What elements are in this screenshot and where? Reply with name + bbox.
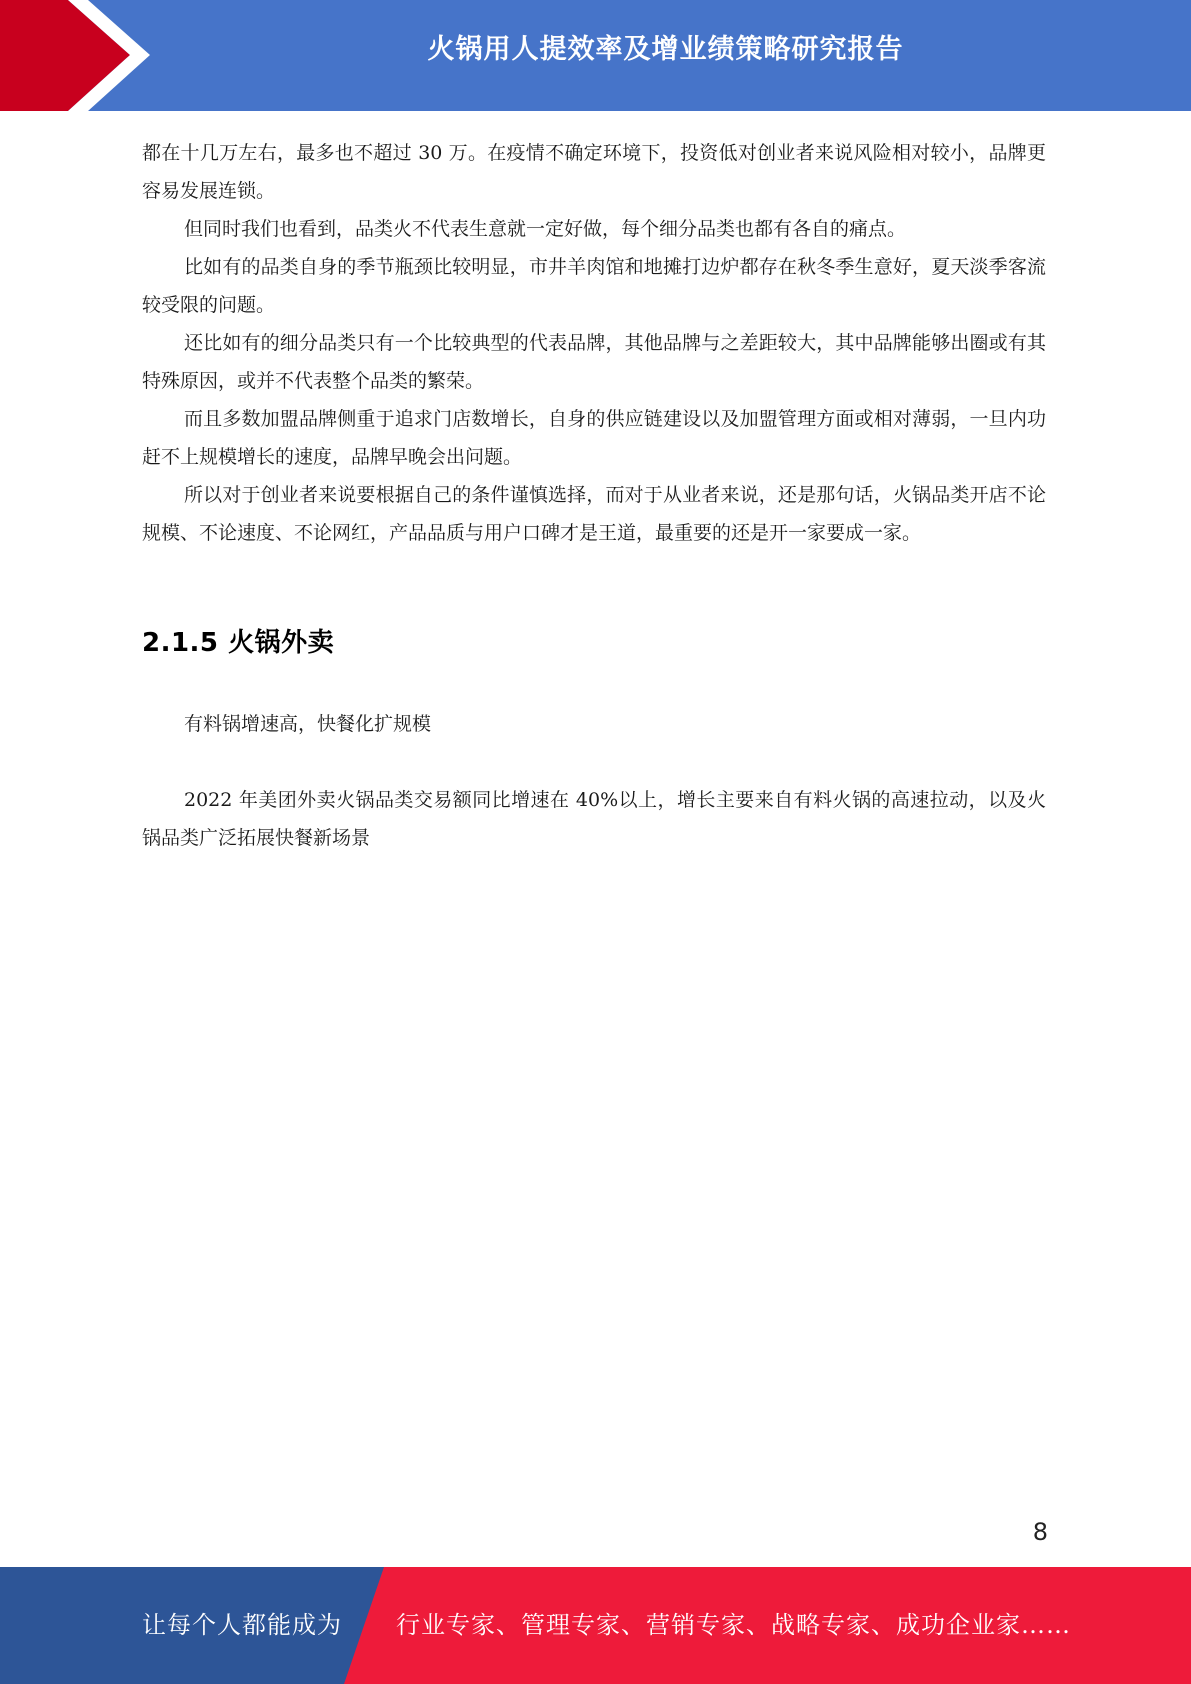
section-subtitle: 有料锅增速高，快餐化扩规模 [184, 713, 432, 735]
page-header [0, 0, 1191, 111]
page-footer [0, 1567, 1191, 1684]
section-heading: 2.1.5 火锅外卖 [142, 628, 335, 658]
paragraph: 而且多数加盟品牌侧重于追求门店数增长，自身的供应链建设以及加盟管理方面或相对薄弱，一旦内功赶不上规模增长的速度，品牌早晚会出问题。 [142, 408, 1046, 468]
section-paragraph: 2022 年美团外卖火锅品类交易额同比增速在 40%以上，增长主要来自有料火锅的高速拉动，以及火锅品类广泛拓展快餐新场景 [142, 789, 1046, 849]
footer-slogan-left: 让每个人都能成为 [142, 1611, 342, 1639]
paragraph: 但同时我们也看到，品类火不代表生意就一定好做，每个细分品类也都有各自的痛点。 [184, 218, 907, 240]
body-content [142, 134, 1046, 552]
paragraph: 所以对于创业者来说要根据自己的条件谨慎选择，而对于从业者来说，还是那句话，火锅品类开店不论规模、不论速度、不论网红，产品品质与用户口碑才是王道，最重要的还是开一家要成一家。 [142, 484, 1046, 544]
paragraph: 比如有的品类自身的季节瓶颈比较明显，市井羊肉馆和地摊打边炉都存在秋冬季生意好，夏天淡季客流较受限的问题。 [142, 256, 1046, 316]
header-title: 火锅用人提效率及增业绩策略研究报告 [427, 34, 904, 65]
paragraph: 还比如有的细分品类只有一个比较典型的代表品牌，其他品牌与之差距较大，其中品牌能够出圈或有其特殊原因，或并不代表整个品类的繁荣。 [142, 332, 1046, 392]
footer-slogan-right: 行业专家、管理专家、营销专家、战略专家、成功企业家…… [396, 1611, 1071, 1639]
paragraph: 都在十几万左右，最多也不超过 30 万。在疫情不确定环境下，投资低对创业者来说风险相对较小，品牌更容易发展连锁。 [142, 142, 1046, 202]
page-number: 8 [1032, 1518, 1048, 1546]
